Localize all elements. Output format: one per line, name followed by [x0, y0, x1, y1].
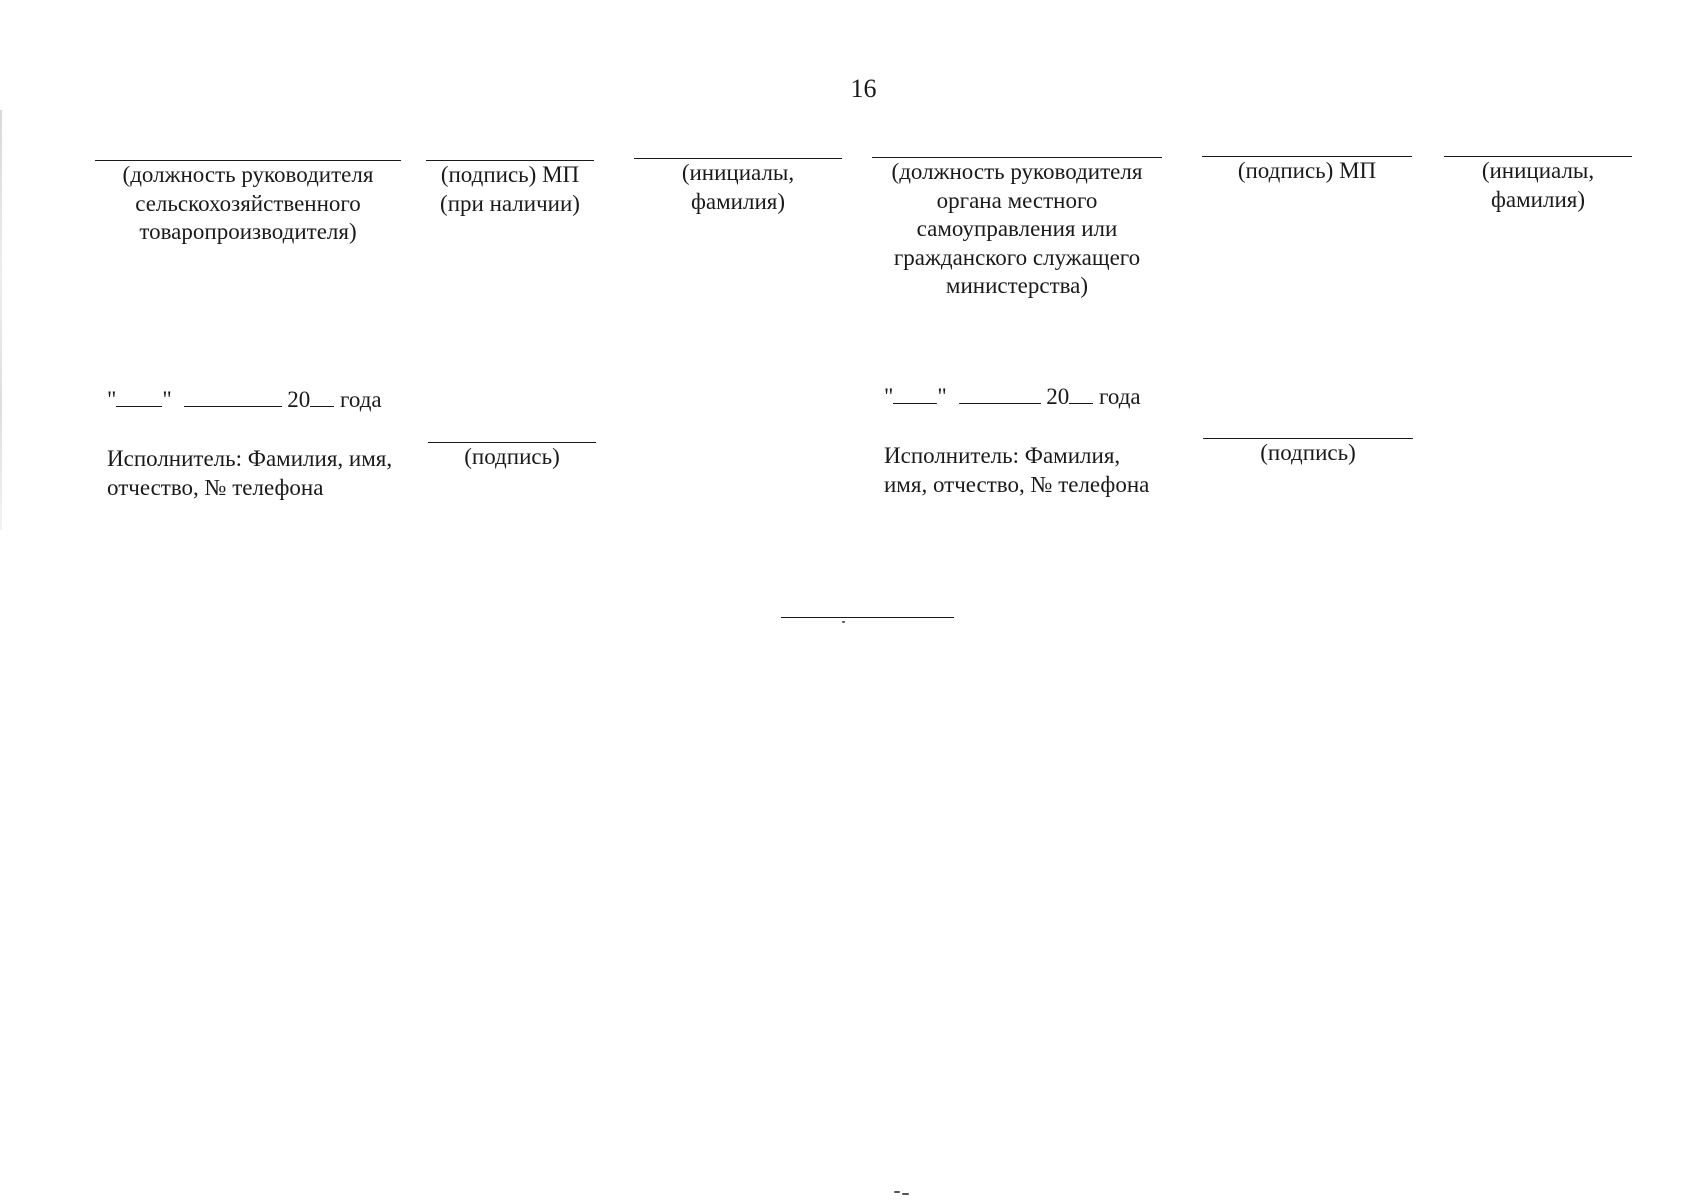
- scan-edge-artifact: [0, 110, 2, 530]
- right-initials-caption: (инициалы, фамилия): [1481, 158, 1595, 212]
- right-executor-signature-caption: (подпись): [1260, 440, 1356, 465]
- scan-speck: [902, 1193, 909, 1195]
- left-position-caption: (должность руководителя сельскохозяйственного товаропроизводителя): [122, 162, 374, 244]
- right-position-caption: (должность руководителя органа местного самоуправления или гражданского служащего министерства): [891, 159, 1143, 298]
- left-date-year-prefix: 20: [287, 387, 311, 412]
- left-date-line: [107, 386, 382, 415]
- left-date-day-blank: [116, 386, 162, 407]
- right-date-quote-open: ": [884, 384, 894, 409]
- left-date-year-suffix: года: [340, 387, 382, 412]
- right-date-line: [884, 383, 1141, 412]
- right-date-year-prefix: 20: [1046, 384, 1070, 409]
- left-executor-signature-caption: (подпись): [464, 444, 560, 469]
- right-date-month-blank: [959, 383, 1041, 404]
- right-executor-caption: Исполнитель: Фамилия, имя, отчество, № телефона: [884, 443, 1150, 497]
- page-number: 16: [850, 74, 877, 103]
- right-date-year-blank: [1069, 383, 1093, 404]
- right-date-quote-close: ": [937, 384, 947, 409]
- left-signature-caption: (подпись) МП (при наличии): [440, 162, 580, 216]
- scan-speck: [842, 621, 845, 623]
- right-date-year-suffix: года: [1099, 384, 1141, 409]
- end-separator-line: [781, 617, 954, 618]
- left-executor-caption: Исполнитель: Фамилия, имя, отчество, № телефона: [107, 446, 393, 500]
- left-date-quote-open: ": [107, 387, 117, 412]
- left-date-quote-close: ": [162, 387, 172, 412]
- right-date-day-blank: [893, 383, 937, 404]
- right-signature-caption: (подпись) МП: [1237, 158, 1377, 183]
- left-date-year-blank: [310, 386, 334, 407]
- left-initials-caption: (инициалы, фамилия): [681, 160, 795, 214]
- scan-speck: [894, 1191, 900, 1193]
- left-date-month-blank: [184, 386, 282, 407]
